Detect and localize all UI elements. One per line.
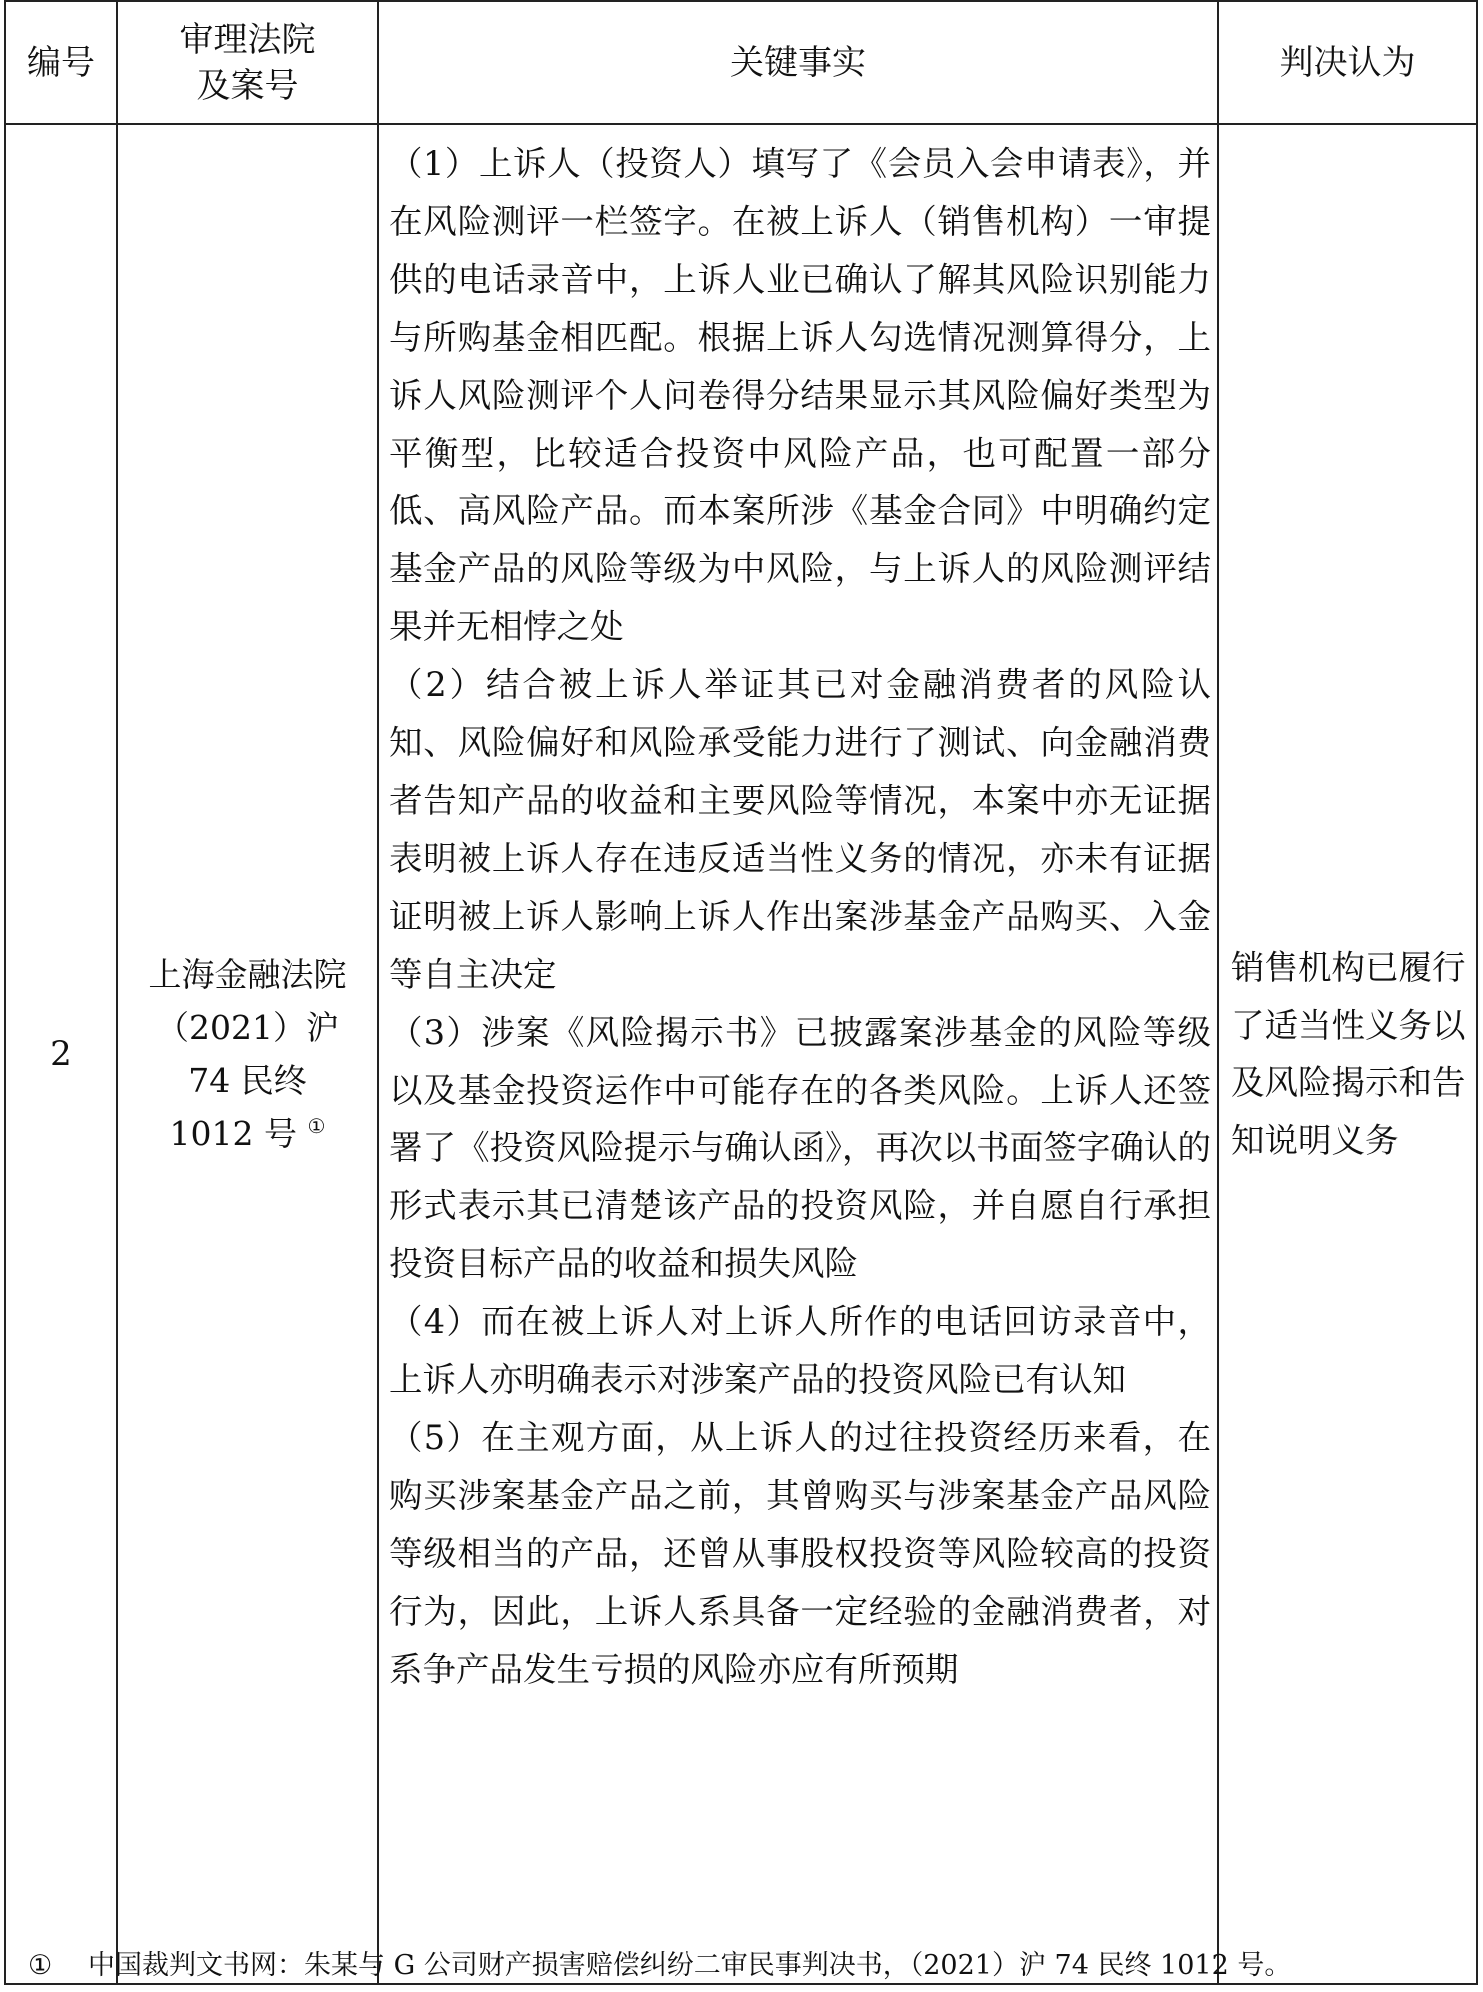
header-court-line1: 审理法院: [179, 19, 316, 60]
footnote-text: 中国裁判文书网：朱某与 G 公司财产损害赔偿纠纷二审民事判决书，（2021）沪 74 民终 1012 号。: [88, 1950, 1292, 1981]
fact-paragraph: （5）在主观方面，从上诉人的过往投资经历来看，在购买涉案基金产品之前，其曾购买与涉案基金产品风险等级相当的产品，还曾从事股权投资等风险较高的投资行为，因此，上诉人系具备一定经验的金融消费者，对系争产品发生亏损的风险亦应有所预期: [389, 1417, 1211, 1689]
court-line: （2021）沪: [156, 1008, 339, 1047]
facts-cell: [378, 124, 1218, 1984]
fact-paragraph: （4）而在被上诉人对上诉人所作的电话回访录音中，上诉人亦明确表示对涉案产品的投资风险已有认知: [389, 1302, 1211, 1400]
court-line: 上海金融法院: [148, 955, 347, 994]
footnote: [28, 1946, 1468, 1986]
table-header-row: [5, 1, 1477, 124]
fact-paragraph: （1）上诉人（投资人）填写了《会员入会申请表》，并在风险测评一栏签字。在被上诉人（销售机构）一审提供的电话录音中，上诉人业已确认了解其风险识别能力与所购基金相匹配。根据上诉人勾选情况测算得分，上诉人风险测评个人问卷得分结果显示其风险偏好类型为平衡型，比较适合投资中风险产品，也可配置一部分低、高风险产品。而本案所涉《基金合同》中明确约定基金产品的风险等级为中风险，与上诉人的风险测评结果并无相悖之处: [389, 144, 1211, 647]
fact-paragraph: （2）结合被上诉人举证其已对金融消费者的风险认知、风险偏好和风险承受能力进行了测试、向金融消费者告知产品的收益和主要风险等情况，本案中亦无证据表明被上诉人存在违反适当性义务的情况，亦未有证据证明被上诉人影响上诉人作出案涉基金产品购买、入金等自主决定: [389, 665, 1211, 994]
header-court-line2: 及案号: [196, 65, 299, 106]
header-number: 编号: [5, 1, 117, 124]
footnote-mark: ①: [28, 1950, 53, 1981]
ruling-cell: 销售机构已履行了适当性义务以及风险揭示和告知说明义务: [1218, 124, 1477, 1984]
court-line-with-footnote: [118, 1107, 377, 1160]
case-number-cell: 2: [5, 124, 117, 1984]
header-ruling: 判决认为: [1218, 1, 1477, 124]
court-cell: [117, 124, 378, 1984]
header-court: [117, 1, 378, 124]
fact-paragraph: （3）涉案《风险揭示书》已披露案涉基金的风险等级以及基金投资运作中可能存在的各类风险。上诉人还签署了《投资风险提示与确认函》，再次以书面签字确认的形式表示其已清楚该产品的投资风险，并自愿自行承担投资目标产品的收益和损失风险: [389, 1012, 1211, 1284]
header-facts: 关键事实: [378, 1, 1218, 124]
court-line: 74 民终: [188, 1061, 307, 1100]
court-line: 1012 号: [169, 1114, 298, 1153]
table-row: [5, 124, 1477, 1984]
case-table: [4, 0, 1478, 1985]
footnote-marker: ①: [307, 1114, 326, 1138]
